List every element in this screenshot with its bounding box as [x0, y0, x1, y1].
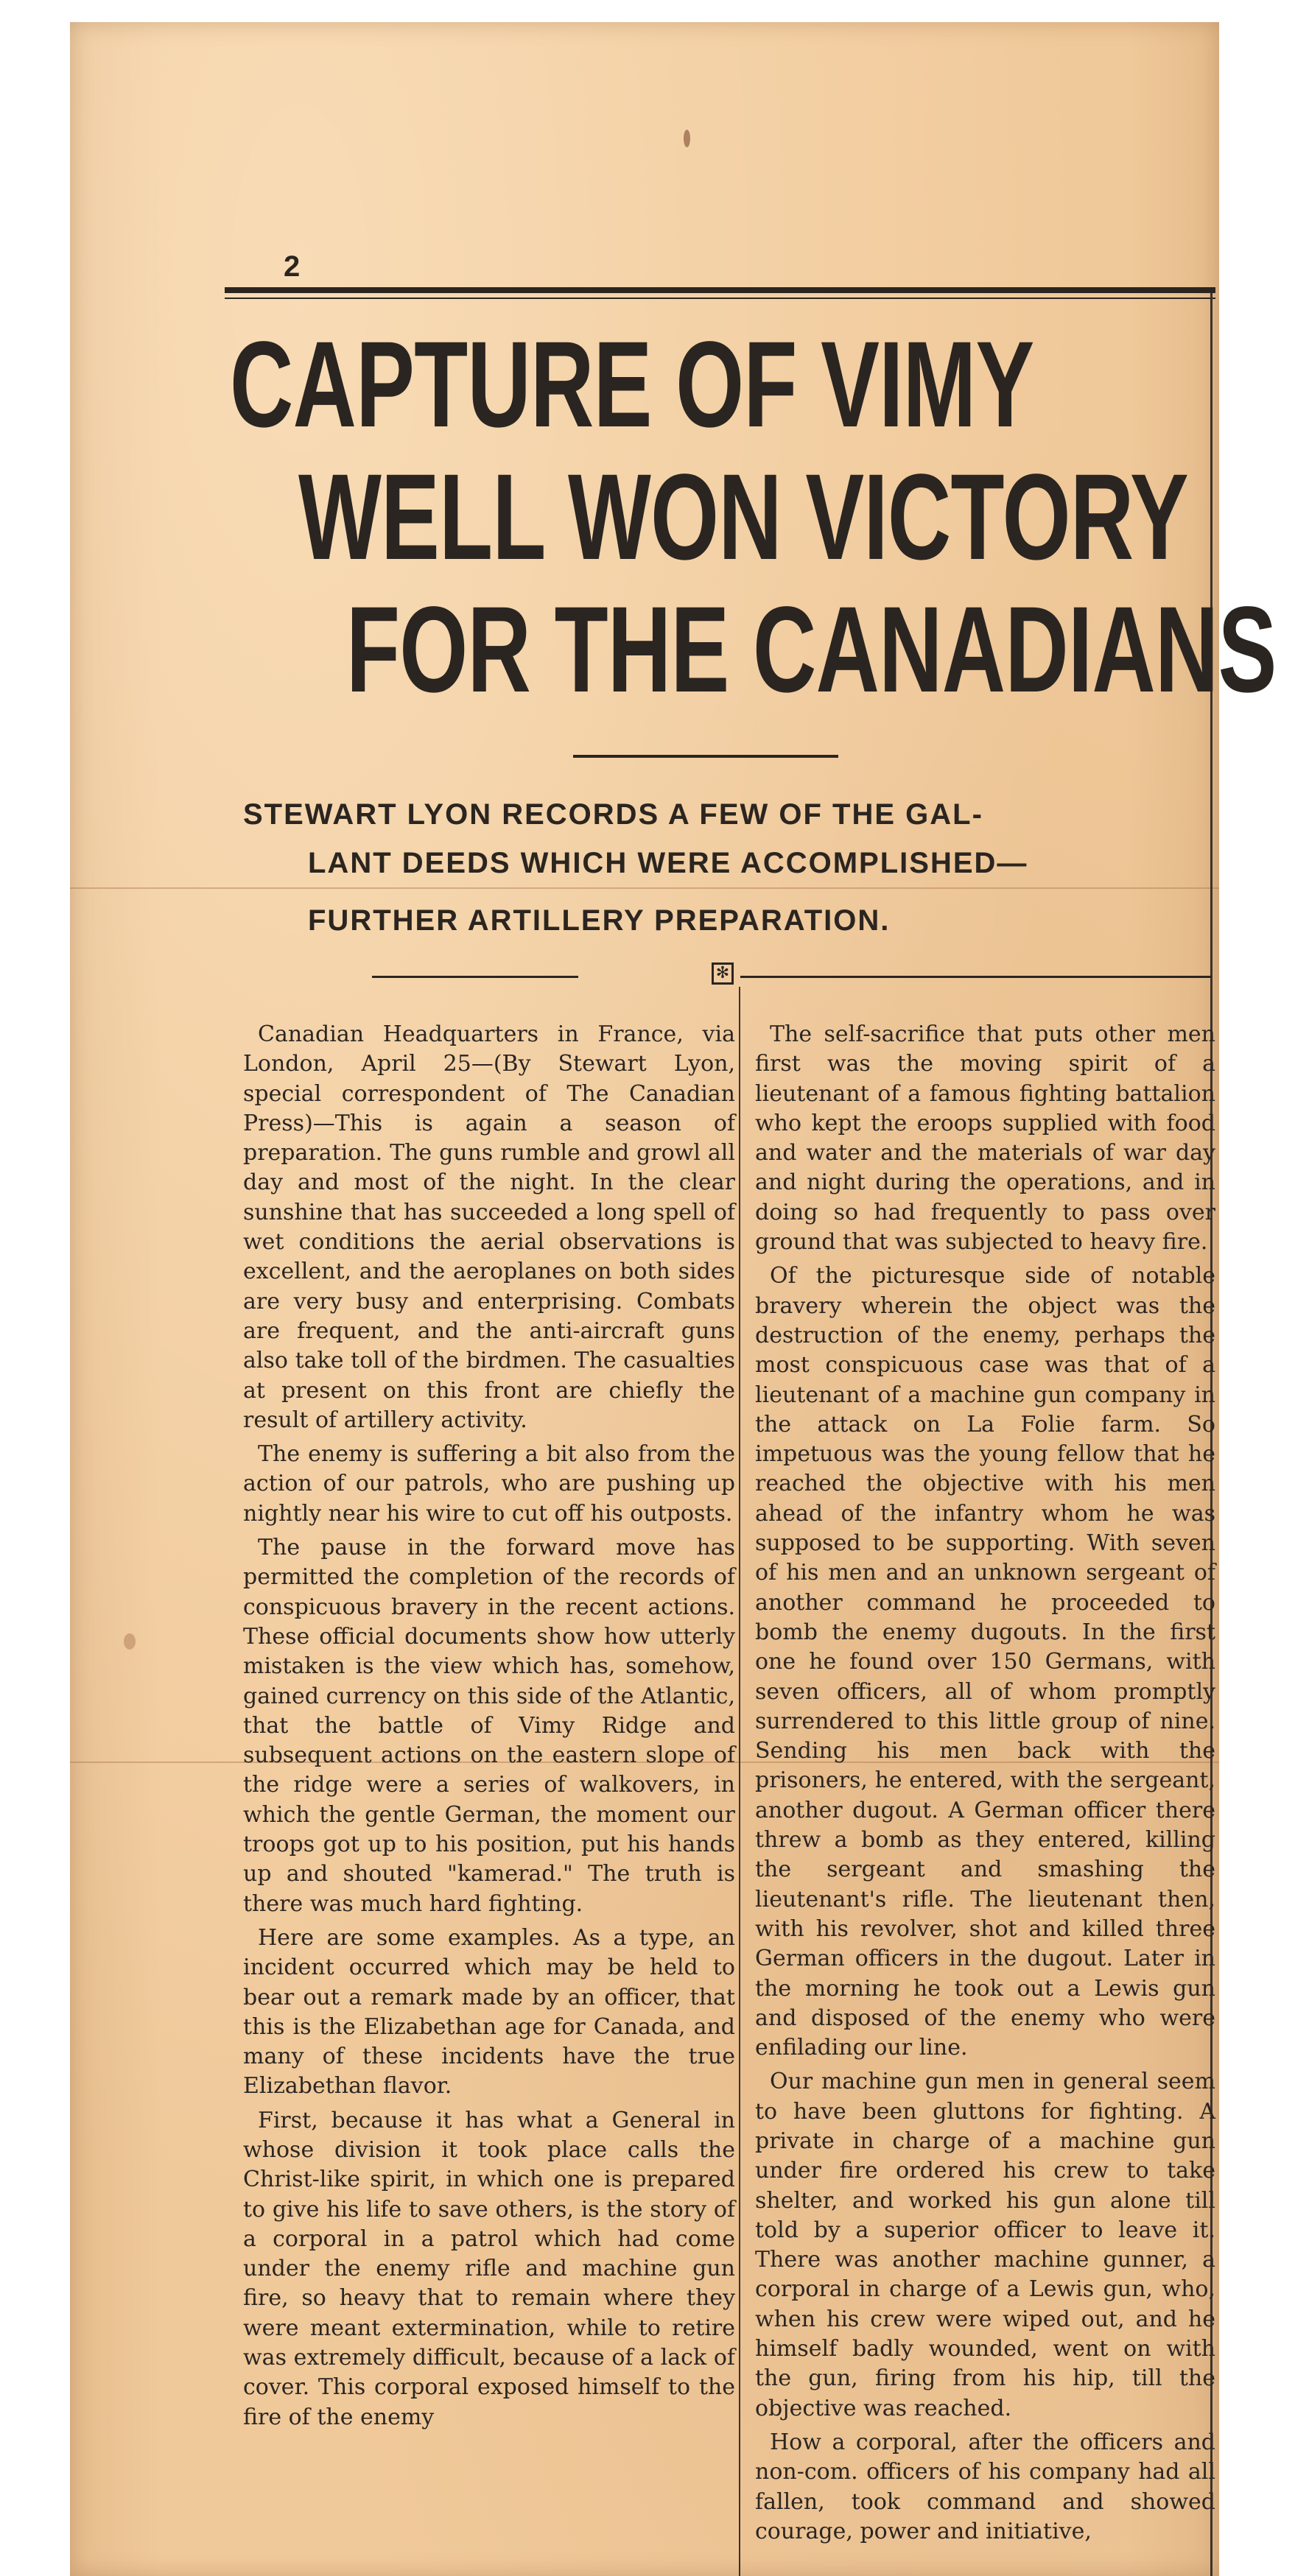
deck-line-2: LANT DEEDS WHICH WERE ACCOMPLISHED— [308, 847, 1028, 879]
paragraph: First, because it has what a General in whose division it took place calls the Christ-like spirit, in which one is prepared to give his life to save others, is the story of a corporal in a patrol which had come under the enemy rifle and machine gun fire, so heavy that to remain where they were meant extermination, while to retire was extremely difficult, because of a lack of cover. This corporal exposed himself to the fire of the enemy [243, 2107, 735, 2430]
headline-divider [573, 755, 838, 758]
deck-line-1: STEWART LYON RECORDS A FEW OF THE GAL- [243, 798, 983, 831]
top-rule [225, 287, 1215, 293]
paper-fold [70, 887, 1219, 889]
column-rule [739, 987, 740, 2576]
page-number: 2 [284, 250, 301, 283]
paragraph: Our machine gun men in general seem to have been gluttons for fighting. A private in charge of a machine gun under fire ordered his crew to take shelter, and worked his gun alone till told by a superior officer to leave it. There was another machine gunner, a corporal in charge of a Lewis gun, who, when his crew were wiped out, and he himself badly wounded, went on with the gun, firing from his hip, till the objective was reached. [755, 2069, 1215, 2421]
top-rule-thin [225, 298, 1215, 299]
paragraph: Of the picturesque side of notable bravery wherein the object was the destruction of the enemy, perhaps the most conspicuous case was that of a lieutenant of a machine gun company in the attack on La Folie farm. So impetuous was the young fellow that he reached the objective with his men ahead of the infantry whom he was supposed to be supporting. With seven of his men and an unknown sergeant of another command he proceeded to bomb the enemy dugouts. In the first one he found over 150 Germans, with seven officers, all of whom promptly surrendered to this little group of nine. Sending his men back with the prisoners, he entered, with the sergeant, another dugout. A German officer there threw a bomb as they entered, killing the sergeant and smashing the lieutenant's rifle. The lieutenant then, with his revolver, shot and killed three German officers in the dugout. Later in the morning he took out a Lewis gun and disposed of the enemy who were enfilading our line. [755, 1263, 1215, 2061]
paragraph: The self-sacrifice that puts other men first was the moving spirit of a lieutenant of a famous fighting battalion who kept the eroops supplied with food and water and the materials of war day and night during the operations, and in doing so had frequently to pass over ground that was subjected to heavy fire. [755, 1021, 1215, 1256]
deck-line-3: FURTHER ARTILLERY PREPARATION. [308, 904, 891, 937]
paragraph: Here are some examples. As a type, an incident occurred which may be held to bear out a remark made by an officer, that this is the Elizabethan age for Canada, and many of these incidents have the true Elizabethan flavor. [243, 1924, 735, 2100]
paragraph: How a corporal, after the officers and non-com. officers of his company had all fallen, took command and showed courage, power and initiative, [755, 2429, 1215, 2544]
headline-line-1: CAPTURE OF VIMY [230, 317, 1034, 453]
deck-divider-left [372, 976, 578, 978]
headline-line-3: FOR THE CANADIANS [346, 582, 1277, 718]
article-column-right [755, 1020, 1215, 2551]
paper-stain [124, 1633, 136, 1650]
paragraph: The enemy is suffering a bit also from the action of our patrols, who are pushing up nightly near his wire to cut off his outposts. [243, 1441, 735, 1527]
paragraph: Canadian Headquarters in France, via London, April 25—(By Stewart Lyon, special correspondent of The Canadian Press)—This is again a season of preparation. The guns rumble and growl all day and most of the night. In the clear sunshine that has succeeded a long spell of wet conditions the aerial observations is excellent, and the aeroplanes on both sides are very busy and enterprising. Combats are frequent, and the anti-aircraft guns also take toll of the birdmen. The casualties at present on this front are chiefly the result of artillery activity. [243, 1021, 735, 1433]
deck-divider-right [740, 976, 1212, 978]
paragraph: The pause in the forward move has permitted the completion of the records of conspicuous bravery in the recent actions. These official documents show how utterly mistaken is the view which has, somehow, gained currency on this side of the Atlantic, that the battle of Vimy Ridge and subsequent actions on the eastern slope of the ridge were a series of walkovers, in which the gentle German, the moment our troops got up to his position, put his hands up and shouted "kamerad." The truth is there was much hard fighting. [243, 1535, 735, 1917]
ornament-icon: ✻ [712, 963, 734, 985]
ink-stain [684, 130, 690, 147]
article-column-left [243, 1020, 735, 2437]
headline-line-2: WELL WON VICTORY [298, 449, 1189, 585]
